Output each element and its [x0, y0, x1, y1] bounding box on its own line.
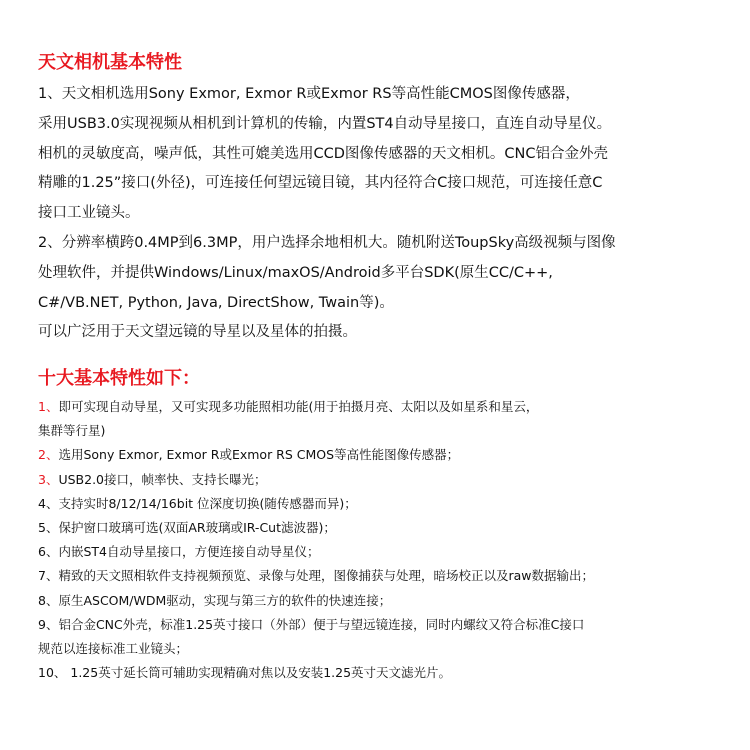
list-item-text: 1.25英寸延长筒可辅助实现精确对焦以及安装1.25英寸天文滤光片。	[66, 665, 452, 681]
section-title-ten-features: 十大基本特性如下：	[38, 368, 200, 389]
list-item-text: 铝合金CNC外壳，标准1.25英寸接口（外部）便于与望远镜连接，同时内螺纹又符合标准C接口	[58, 616, 585, 632]
list-item-text: 集群等行星)	[38, 423, 106, 439]
list-item-number: 9、	[38, 616, 59, 632]
paragraph-line: C#/VB.NET, Python, Java, DirectShow, Twain等)。	[38, 294, 394, 311]
list-item-number: 7、	[38, 568, 59, 584]
list-item	[38, 492, 743, 516]
basic-features-paragraph	[38, 80, 738, 348]
list-item-text: 精致的天文照相软件支持视频预览、录像与处理，图像捕获与处理，暗场校正以及raw数据输出；	[58, 568, 594, 584]
list-item-text: 规范以连接标准工业镜头；	[38, 640, 189, 656]
list-item-number: 3、	[38, 471, 59, 487]
list-item	[38, 419, 743, 443]
paragraph-line: 接口工业镜头。	[38, 205, 140, 222]
list-item-text: 保护窗口玻璃可选(双面AR玻璃或IR-Cut滤波器)；	[58, 519, 336, 535]
list-item-number: 4、	[38, 495, 59, 511]
list-item-text: USB2.0接口，帧率快、支持长曝光；	[58, 471, 267, 487]
paragraph-line: 可以广泛用于天文望远镜的导星以及星体的拍摄。	[38, 324, 357, 341]
list-item	[38, 661, 743, 685]
paragraph-line: 精雕的1.25”接口(外径)，可连接任何望远镜目镜，其内径符合C接口规范，可连接任意C	[38, 175, 603, 192]
list-item-text: 支持实时8/12/14/16bit 位深度切换(随传感器而异)；	[58, 495, 357, 511]
list-item	[38, 613, 743, 637]
section-title-basic-features: 天文相机基本特性	[38, 52, 182, 73]
list-item	[38, 468, 743, 492]
list-item-text: 原生ASCOM/WDM驱动，实现与第三方的软件的快速连接；	[58, 592, 392, 608]
list-item-number: 5、	[38, 519, 59, 535]
list-item	[38, 589, 743, 613]
list-item-number: 8、	[38, 592, 59, 608]
list-item	[38, 637, 743, 661]
list-item-number: 1、	[38, 399, 59, 414]
paragraph-line: 1、天文相机选用Sony Exmor, Exmor R或Exmor RS等高性能CMOS图像传感器，	[38, 86, 580, 102]
list-item	[38, 540, 743, 564]
list-item	[38, 395, 743, 419]
paragraph-line: 相机的灵敏度高，噪声低，其性可媲美选用CCD图像传感器的天文相机。CNC铝合金外壳	[38, 145, 609, 162]
paragraph-line: 2、分辨率横跨0.4MP到6.3MP，用户选择余地相机大。随机附送ToupSky高级视频与图像	[38, 234, 616, 251]
list-item-number: 10、	[38, 665, 67, 681]
list-item-text: 即可实现自动导星，又可实现多功能照相功能(用于拍摄月亮、太阳以及如星系和星云，	[58, 399, 539, 414]
paragraph-line: 采用USB3.0实现视频从相机到计算机的传输，内置ST4自动导星接口，直连自动导星仪。	[38, 115, 612, 132]
ten-features-list	[38, 395, 743, 685]
paragraph-line: 处理软件，并提供Windows/Linux/maxOS/Android多平台SDK(原生CC/C++,	[38, 264, 553, 281]
list-item-text: 内嵌ST4自动导星接口，方便连接自动导星仪；	[58, 544, 320, 560]
list-item	[38, 516, 743, 540]
list-item-text: 选用Sony Exmor, Exmor R或Exmor RS CMOS等高性能图像传感器；	[58, 447, 460, 463]
list-item-number: 6、	[38, 544, 59, 560]
list-item	[38, 443, 743, 467]
list-item	[38, 564, 743, 588]
list-item-number: 2、	[38, 447, 59, 463]
